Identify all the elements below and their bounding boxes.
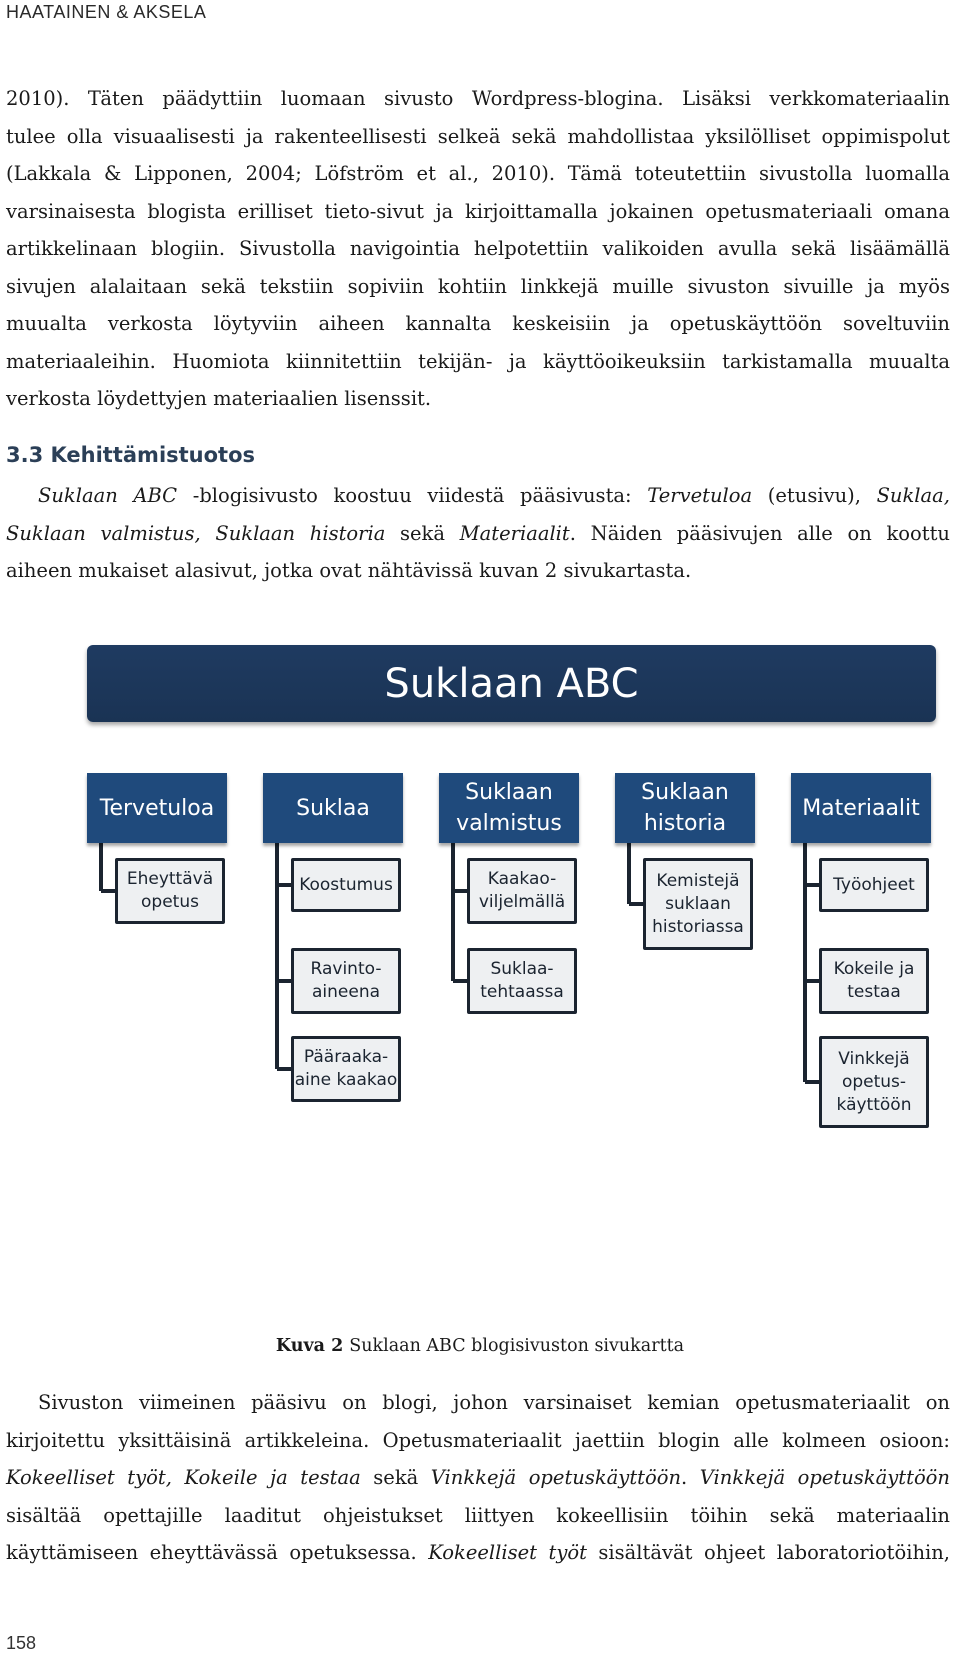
- sitemap-subpage: Koostumus: [291, 858, 401, 912]
- paragraph-3: [6, 1384, 950, 1572]
- section-number: 3.3: [6, 443, 44, 467]
- sitemap-main-page: Suklaan historia: [615, 773, 755, 843]
- sitemap-subpage: Kemistejä suklaan historiassa: [643, 858, 753, 950]
- italic-text: Vinkkejä opetuskäyttöön: [699, 1466, 950, 1489]
- text-line: Sivuston viimeinen pääsivu on blogi, johon varsinaiset kemian opetusmateriaalit on: [38, 1391, 950, 1414]
- text: . Näiden pääsivujen alle on koottu: [569, 521, 950, 545]
- text: käyttämiseen eheyttävässä opetuksessa.: [6, 1541, 429, 1564]
- paragraph-2: [6, 477, 950, 590]
- text-line: varsinaisesta blogista erilliset tieto-sivut ja kirjoittamalla jokainen opetusmateriaali omana: [6, 199, 950, 223]
- italic-text: Tervetuloa: [647, 484, 753, 507]
- text-line: [6, 1459, 950, 1497]
- italic-text: Vinkkejä opetuskäyttöön: [430, 1466, 682, 1489]
- text-line: tulee olla visuaalisesti ja rakenteellisesti selkeä sekä mahdollistaa yksilölliset oppimispolut: [6, 124, 950, 148]
- sitemap-main-page: Suklaa: [263, 773, 403, 843]
- text: sekä: [385, 521, 460, 545]
- sitemap-main-page: Suklaan valmistus: [439, 773, 579, 843]
- sitemap-subpage: Pääraaka- aine kaakao: [291, 1036, 401, 1102]
- figure-caption: [0, 1336, 960, 1356]
- text-line: materiaaleihin. Huomiota kiinnitettiin tekijän- ja käyttöoikeuksiin tarkistamalla muualta: [6, 349, 950, 373]
- section-title: Kehittämistuotos: [50, 443, 256, 467]
- text-line: sivujen alalaitaan sekä tekstiin sopiviin kohtiin linkkejä muille sivuston sivuille ja myös: [6, 274, 950, 298]
- text-line: kirjoitettu yksittäisinä artikkeleina. Opetusmateriaalit jaettiin blogin alle kolmeen osioon:: [6, 1428, 950, 1452]
- sitemap-subpage: Suklaa- tehtaassa: [467, 948, 577, 1014]
- italic-text: Kokeelliset työt: [428, 1541, 587, 1564]
- sitemap-subpage: Vinkkejä opetus- käyttöön: [819, 1036, 929, 1128]
- text-line: artikkelinaan blogiin. Sivustolla navigointia helpotettiin valikoiden avulla sekä lisäämällä: [6, 237, 950, 260]
- section-heading: [6, 443, 255, 467]
- text: sekä: [360, 1466, 431, 1489]
- text-line: aiheen mukaiset alasivut, jotka ovat nähtävissä kuvan 2 sivukartasta.: [6, 559, 692, 582]
- sitemap-subpage: Ravinto- aineena: [291, 948, 401, 1014]
- text-line: [6, 515, 950, 553]
- text-line: [6, 477, 950, 515]
- italic-text: Suklaan ABC: [38, 484, 178, 507]
- italic-text: Suklaan valmistus, Suklaan historia: [6, 521, 386, 545]
- text: .: [681, 1466, 700, 1489]
- sitemap-subpage: Kokeile ja testaa: [819, 948, 929, 1014]
- sitemap-subpage: Työohjeet: [819, 858, 929, 912]
- text-line: sisältää opettajille laaditut ohjeistukset liittyen kokeellisiin töihin sekä materiaalin: [6, 1503, 950, 1527]
- figure-caption-text: Suklaan ABC blogisivuston sivukartta: [349, 1336, 685, 1356]
- text-line: 2010). Täten päädyttiin luomaan sivusto Wordpress-blogina. Lisäksi verkkomateriaalin: [6, 87, 950, 110]
- text: -blogisivusto koostuu viidestä pääsivusta:: [177, 484, 648, 507]
- sitemap-subpage: Eheyttävä opetus: [115, 858, 225, 924]
- figure-label: Kuva 2: [275, 1336, 344, 1356]
- text-line: verkosta löydettyjen materiaalien lisenssit.: [6, 387, 432, 410]
- text-line: (Lakkala & Lipponen, 2004; Löfström et al., 2010). Tämä toteutettiin sivustolla luomalla: [6, 162, 950, 185]
- text: (etusivu),: [752, 484, 877, 507]
- text: sisältävät ohjeet laboratoriotöihin,: [586, 1541, 950, 1564]
- running-header: HAATAINEN & AKSELA: [6, 2, 207, 22]
- italic-text: Suklaa,: [876, 484, 950, 507]
- sitemap-title: Suklaan ABC: [87, 645, 936, 722]
- text-line: muualta verkosta löytyviin aiheen kannalta keskeisiin ja opetuskäyttöön soveltuviin: [6, 312, 950, 335]
- text-line: [6, 1534, 950, 1572]
- sitemap-subpage: Kaakao- viljelmällä: [467, 858, 577, 924]
- italic-text: Kokeelliset työt, Kokeile ja testaa: [6, 1466, 361, 1489]
- sitemap-main-page: Materiaalit: [791, 773, 931, 843]
- sitemap-main-page: Tervetuloa: [87, 773, 227, 843]
- page-number: 158: [6, 1633, 37, 1653]
- paragraph-1: [6, 80, 950, 418]
- italic-text: Materiaalit: [459, 521, 570, 545]
